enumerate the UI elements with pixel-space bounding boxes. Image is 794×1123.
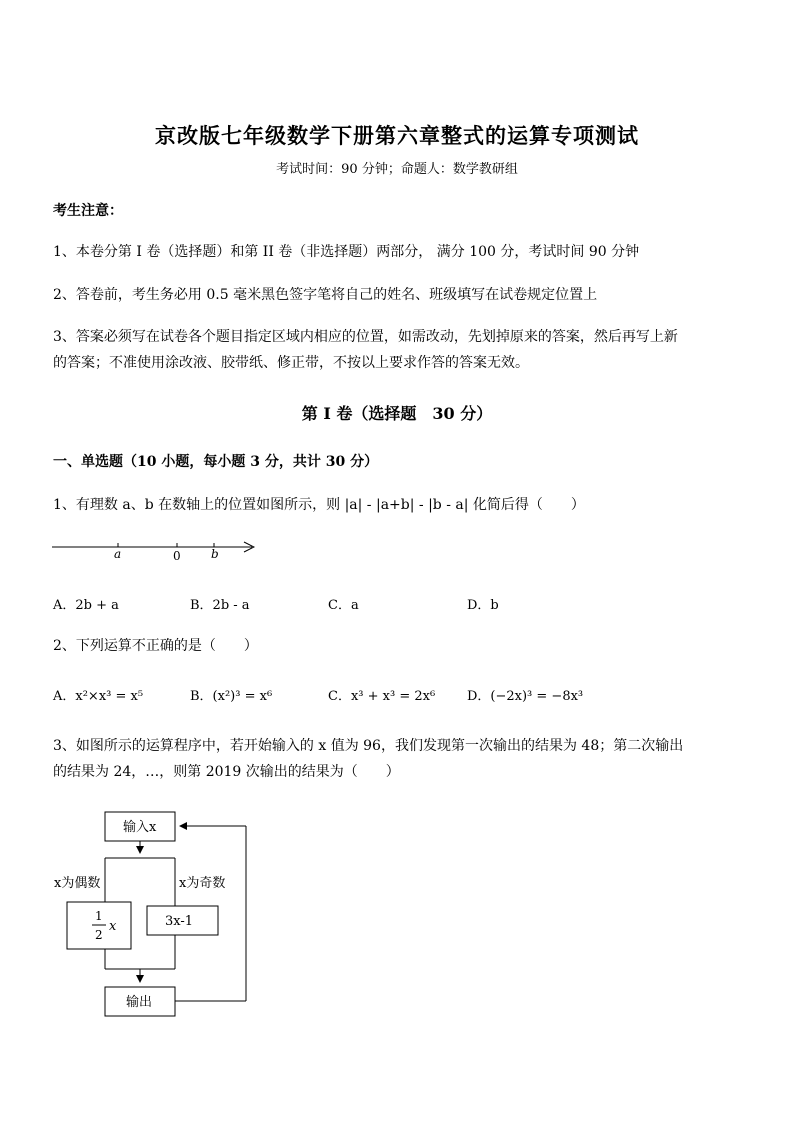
- q1-option-c[interactable]: C．a: [328, 598, 359, 613]
- q2-option-c[interactable]: C．x³ + x³ = 2x⁶: [328, 689, 436, 704]
- q2-option-a[interactable]: A．x²×x³ = x⁵: [53, 689, 144, 704]
- q2-option-b[interactable]: B．(x²)³ = x⁶: [190, 689, 273, 704]
- flow-half-num: 1: [95, 909, 103, 923]
- notice-heading: 考生注意：: [53, 203, 123, 219]
- q2-option-d[interactable]: D．(−2x)³ = −8x³: [467, 689, 584, 704]
- flow-input-label: 输入x: [123, 820, 157, 835]
- label-zero: 0: [173, 549, 181, 563]
- label-a: a: [114, 547, 122, 561]
- flow-output-label: 输出: [126, 995, 153, 1010]
- flowchart-figure: [50, 800, 260, 1025]
- flow-odd-label: x为奇数: [179, 876, 226, 891]
- flow-odd-expr: 3x-1: [165, 914, 194, 929]
- q1-option-a[interactable]: A．2b + a: [53, 598, 119, 613]
- flow-even-label: x为偶数: [54, 876, 101, 891]
- notice-item-2: 2、答卷前，考生务必用 0.5 毫米黑色签字笔将自己的姓名、班级填写在试卷规定位置上: [53, 287, 598, 303]
- label-b: b: [211, 547, 219, 561]
- question-3-stem-line-2: 的结果为 24，…，则第 2019 次输出的结果为（ ）: [53, 764, 400, 780]
- part-heading: 一、单选题（10 小题，每小题 3 分，共计 30 分）: [53, 454, 379, 470]
- exam-info: 考试时间：90 分钟；命题人：数学教研组: [276, 162, 518, 177]
- notice-item-3-cont: 的答案；不准使用涂改液、胶带纸、修正带，不按以上要求作答的答案无效。: [53, 355, 529, 371]
- question-3-stem-line-1: 3、如图所示的运算程序中，若开始输入的 x 值为 96，我们发现第一次输出的结果为 48；第二次输出: [53, 738, 684, 754]
- flow-half-var: x: [109, 919, 117, 934]
- notice-item-3: 3、答案必须写在试卷各个题目指定区域内相应的位置，如需改动，先划掉原来的答案，然后再写上新: [53, 329, 678, 345]
- flow-half-den: 2: [95, 928, 103, 942]
- question-1-stem: 1、有理数 a、b 在数轴上的位置如图所示，则 |a| - |a+b| - |b - a| 化简后得（ ）: [53, 497, 585, 513]
- question-2-stem: 2、下列运算不正确的是（ ）: [53, 638, 258, 654]
- number-line-figure: [50, 532, 265, 566]
- q1-option-b[interactable]: B．2b - a: [190, 598, 250, 613]
- section-title: 第 I 卷（选择题 30 分）: [301, 404, 493, 423]
- page-title: 京改版七年级数学下册第六章整式的运算专项测试: [155, 123, 639, 148]
- q1-option-d[interactable]: D．b: [467, 598, 499, 613]
- notice-item-1: 1、本卷分第 I 卷（选择题）和第 II 卷（非选择题）两部分， 满分 100 分，考试时间 90 分钟: [53, 244, 640, 260]
